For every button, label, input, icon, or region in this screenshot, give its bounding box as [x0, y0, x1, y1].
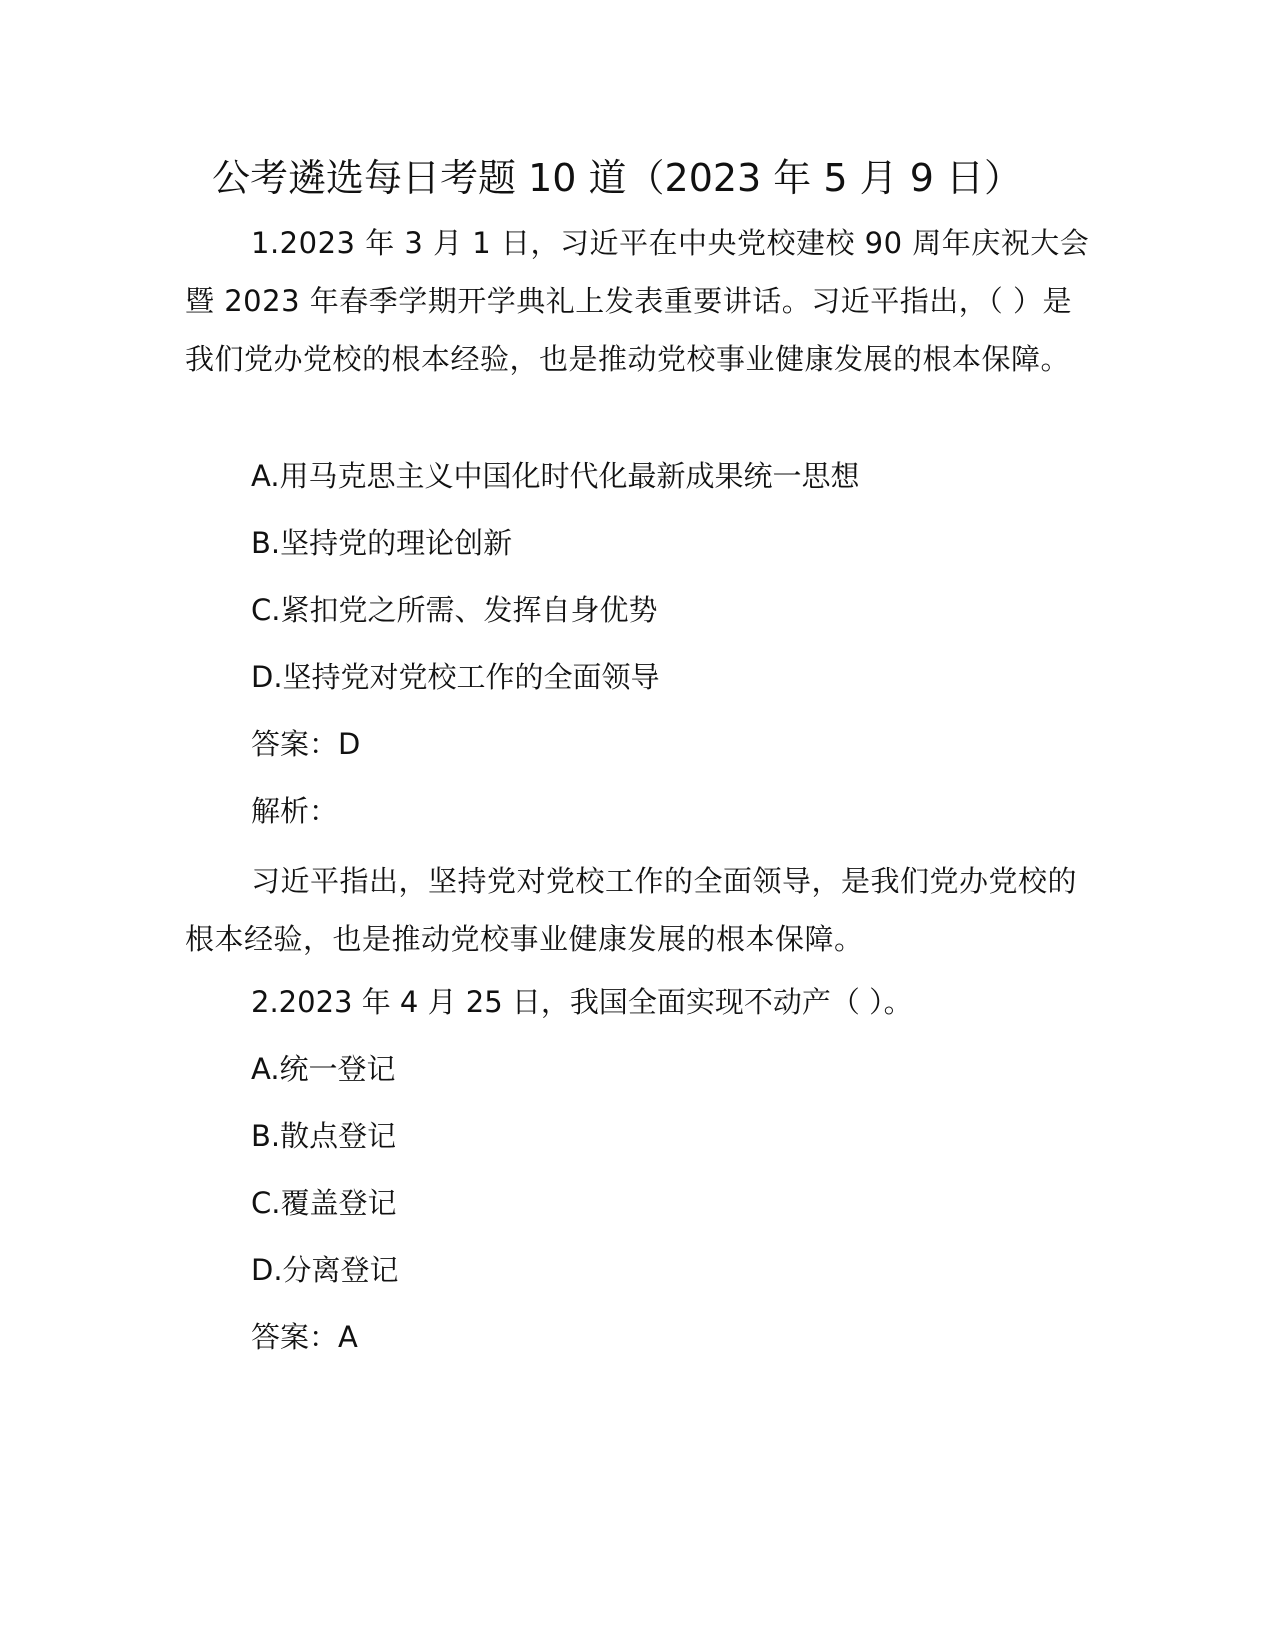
- question-1-analysis-label: 解析：: [251, 794, 339, 828]
- question-1-option-a: A.用马克思主义中国化时代化最新成果统一思想: [251, 459, 860, 493]
- question-1-answer: 答案：D: [251, 727, 361, 761]
- document-title: 公考遴选每日考题 10 道（2023 年 5 月 9 日）: [212, 156, 1022, 200]
- question-2-option-a: A.统一登记: [251, 1052, 396, 1086]
- question-2-option-c: C.覆盖登记: [251, 1186, 397, 1220]
- question-2-stem: 2.2023 年 4 月 25 日，我国全面实现不动产（ ）。: [251, 985, 913, 1019]
- question-2-option-d: D.分离登记: [251, 1253, 399, 1287]
- question-2-answer: 答案：A: [251, 1320, 358, 1354]
- question-1-option-b: B.坚持党的理论创新: [251, 526, 513, 560]
- question-1-option-c: C.紧扣党之所需、发挥自身优势: [251, 593, 658, 627]
- question-1-option-d: D.坚持党对党校工作的全面领导: [251, 660, 660, 694]
- question-1-stem: 1.2023 年 3 月 1 日，习近平在中央党校建校 90 周年庆祝大会暨 2023 年春季学期开学典礼上发表重要讲话。习近平指出，（ ）是我们党办党校的根本经验，也是推动党校事业健康发展的根本保障。: [185, 226, 1090, 376]
- question-2-option-b: B.散点登记: [251, 1119, 397, 1153]
- question-1-analysis: 习近平指出，坚持党对党校工作的全面领导，是我们党办党校的根本经验，也是推动党校事业健康发展的根本保障。: [185, 864, 1078, 956]
